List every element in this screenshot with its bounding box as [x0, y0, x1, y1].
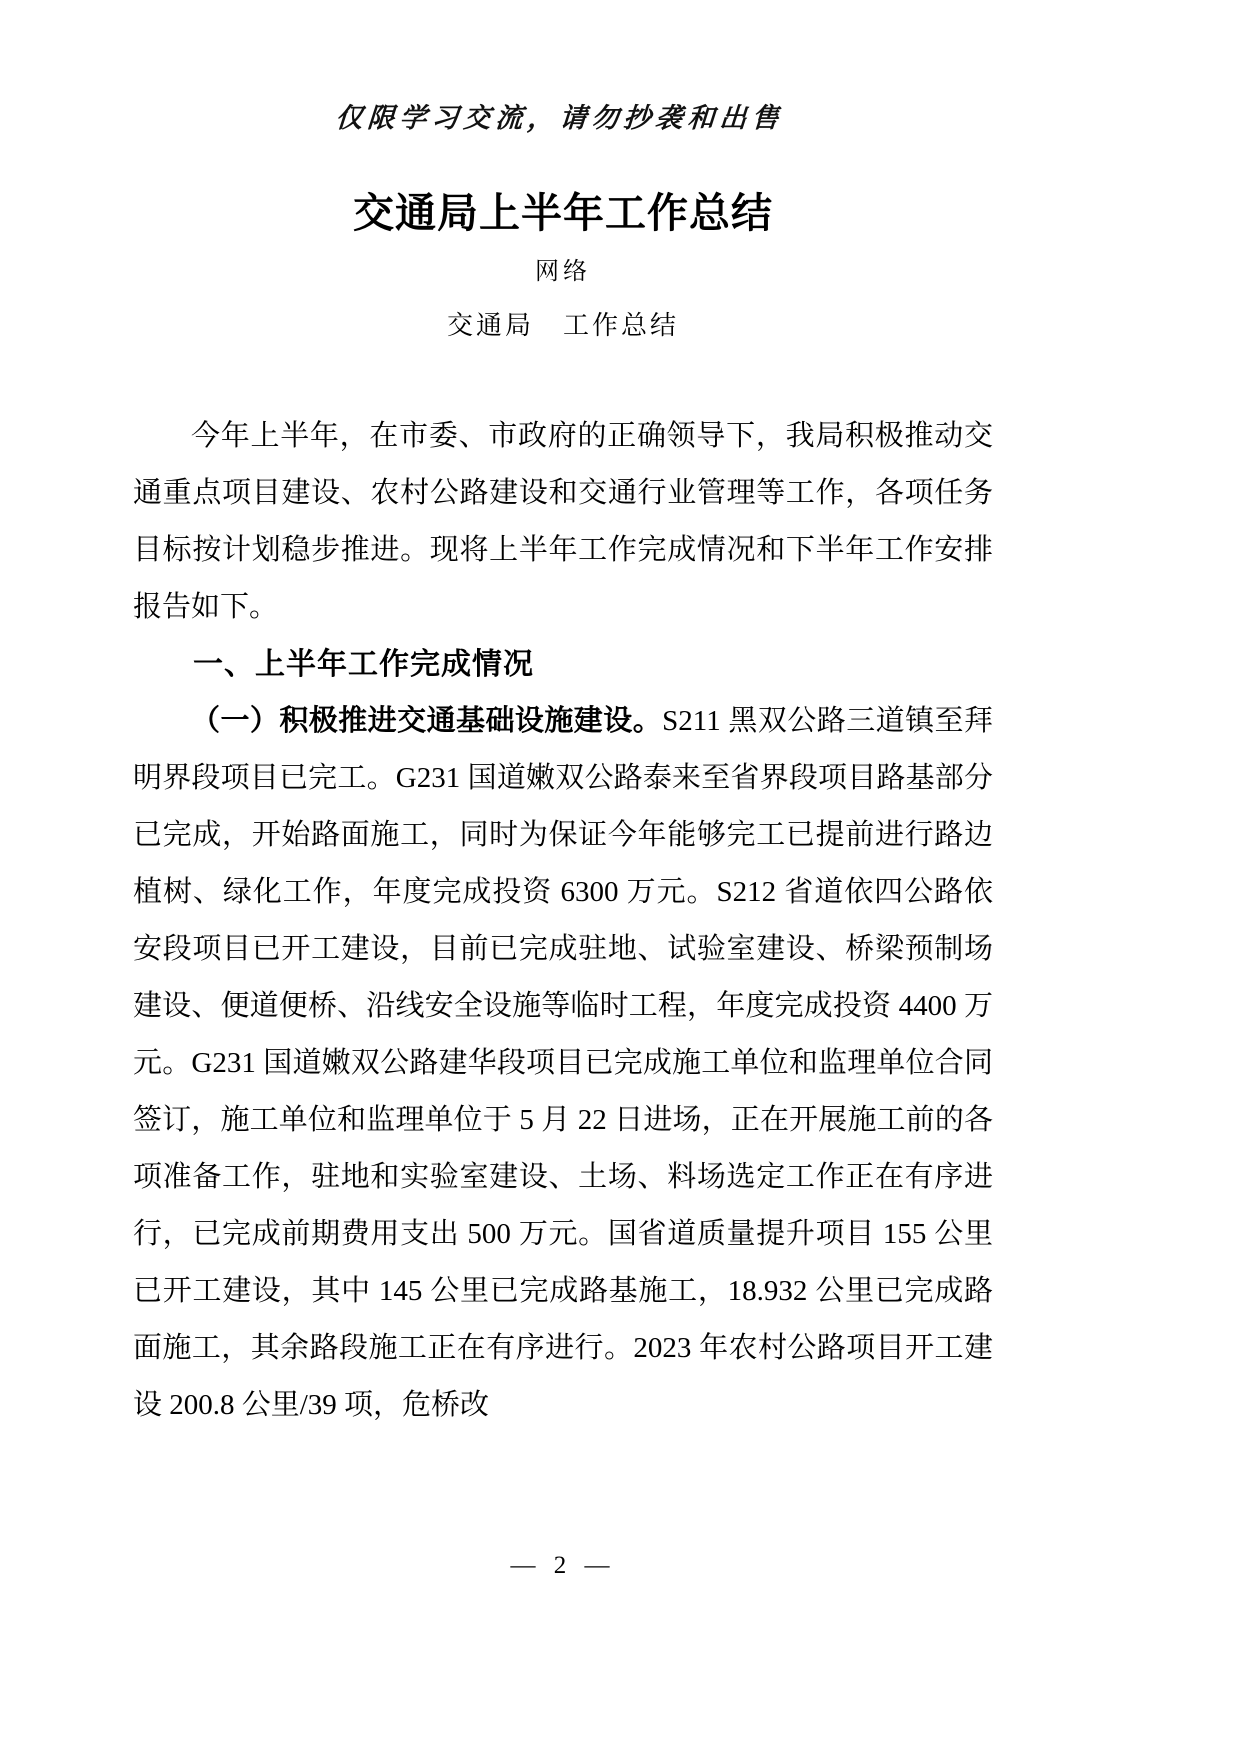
section-heading: 一、上半年工作完成情况	[193, 648, 534, 682]
page-number: — 2 —	[510, 1552, 616, 1579]
intro-paragraph: 今年上半年，在市委、市政府的正确领导下，我局积极推动交通重点项目建设、农村公路建设和交通行业管理等工作，各项任务目标按计划稳步推进。现将上半年工作完成情况和下半年工作安排报告如下。	[133, 420, 993, 624]
item1-paragraph	[133, 693, 993, 1434]
source-line: 网络	[535, 259, 591, 286]
item1-lead: （一）积极推进交通基础设施建设。	[191, 705, 663, 738]
subtitle-line: 交通局 工作总结	[446, 310, 679, 340]
document-title: 交通局上半年工作总结	[353, 190, 773, 236]
watermark-notice: 仅限学习交流，请勿抄袭和出售	[334, 103, 785, 133]
document-content	[133, 0, 993, 1434]
item1-body: S211 黑双公路三道镇至拜明界段项目已完工。G231 国道嫩双公路泰来至省界段项目路基部分已完成，开始路面施工，同时为保证今年能够完工已提前进行路边植树、绿化工作，年度完成投资 6300 万元。S212 省道依四公路依安段项目已开工建设，目前已完成驻地、试验室建设、桥梁预制场建设、便道便桥、沿线安全设施等临时工程，年度完成投资 4400 万元。G231 国道嫩双公路建华段项目已完成施工单位和监理单位合同签订，施工单位和监理单位于 5 月 22 日进场，正在开展施工前的各项准备工作，驻地和实验室建设、土场、料场选定工作正在有序进行，已完成前期费用支出 500 万元。国省道质量提升项目 155 公里已开工建设，其中 145 公里已完成路基施工，18.932 公里已完成路面施工，其余路段施工正在有序进行。2023 年农村公路项目开工建设 200.8 公里/39 项，危桥改	[133, 705, 993, 1422]
